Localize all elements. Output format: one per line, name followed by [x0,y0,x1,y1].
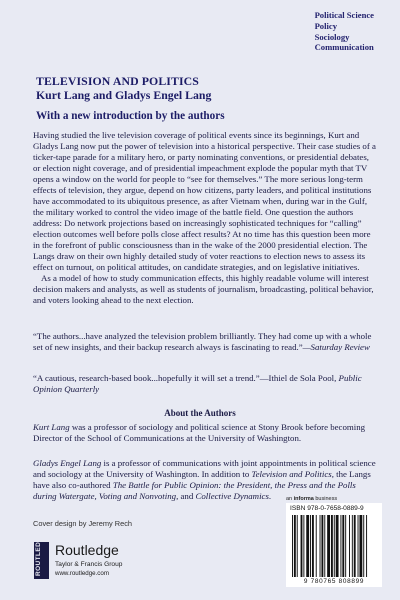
barcode-bar [294,515,296,577]
barcode-bar [363,515,364,577]
logo-lettering: ROUTLEDGE [35,531,42,576]
barcode-bar [354,515,356,577]
subject-item: Communication [314,42,374,53]
bio-text: , the Langs have also co-authored [33,469,371,490]
barcode-bar [303,515,304,577]
barcode-bar [334,515,335,577]
barcode-bar [342,515,344,577]
barcode-bar [336,515,339,577]
book-title: TELEVISION AND POLITICS [36,74,199,88]
quote-source: —Saturday Review [302,342,370,352]
informa-prefix: an [286,496,294,502]
subject-item: Sociology [314,31,350,42]
barcode-bar [349,515,350,577]
barcode-icon [292,515,376,577]
subject-item: Policy [314,20,337,31]
informa-business-note [286,496,337,502]
barcode-bar [292,515,293,577]
barcode-bar [324,515,325,577]
barcode-bar [340,515,341,577]
routledge-logo-icon [34,531,49,579]
review-quote [33,373,378,395]
book-reference: The Battle for Public Opinion: the President, the Press and the Polls during Watergate, Voting and Nonvoting [33,480,356,501]
book-reference: Television and Politics [251,469,332,479]
barcode-bar [352,515,353,577]
barcode-bar [297,515,298,577]
author-name: Kurt Lang [33,422,70,432]
barcode-bar [331,515,333,577]
subject-item: Political Science [314,10,374,20]
description-paragraph: Having studied the live television coverage of political events since its beginnings, Kurt and Gladys Lang now put the power of television into a historical perspective. Their case studies of a ticker-tape parade for a military hero, or party nominating conventions, or presidential debates, or election night coverage, and of presidential impeachment explode the popular myth that TV opens a window on the world for people to “see for themselves.” The more serious long-term effects of television, they argue, depend on how citizens, party leaders, and political institutions have accommodated to its ubiquitous presence, as after Vietnam when, during war in the Gulf, the military worked to control the video image of the battle field. One question the authors address: Do network projections based on increasingly sophisticated techniques for “calling” election outcomes well before polls close affect results? At no time has this question been more in the forefront of public consciousness than in the wake of the 2000 presidential election. The Langs draw on their own highly detailed study of voter reactions to election news to assess its effect on turnout, on political attitudes, on candidate strategies, and on legislative initiatives. [33,130,376,272]
barcode-bar [358,515,359,577]
book-description [33,130,378,306]
barcode-bar [345,515,346,577]
isbn-barcode [286,503,382,587]
author-name: Gladys Engel Lang [33,458,102,468]
publisher-url: www.routledge.com [55,570,109,577]
cover-design-credit: Cover design by Jeremy Rech [33,519,132,528]
author-bio [33,422,378,444]
description-paragraph: As a model of how to study communication effects, this highly readable volume will interest decision makers and analysts, as well as students of journalism, broadcasting, political behavior, and voters looking ahead to the next election. [33,273,374,305]
barcode-bar [301,515,303,577]
barcode-bar [321,515,323,577]
barcode-digits: 9 780765 808899 [303,578,365,585]
barcode-bar [312,515,314,577]
informa-suffix: business [313,496,338,502]
bio-text: . [268,491,272,501]
bio-text: , and [176,491,196,501]
publisher-logo-block [34,531,184,582]
bio-text: is a professor of communications with joint appointments in political science and sociology at the University of Washington. In addition to [33,458,376,479]
barcode-bar [366,515,367,577]
about-authors-heading: About the Authors [164,408,236,418]
informa-brand: informa [293,496,314,502]
barcode-bar [316,515,317,577]
intro-note: With a new introduction by the authors [36,110,225,122]
publisher-group: Taylor & Francis Group [55,561,123,568]
book-reference: Collective Dynamics [195,491,269,501]
book-authors: Kurt Lang and Gladys Engel Lang [36,88,212,102]
isbn-number: ISBN 978-0-7658-0889-9 [290,505,364,512]
quote-source-author: —Ithiel de Sola Pool, [259,373,337,383]
barcode-bar [310,515,311,577]
review-quote [33,331,378,353]
bio-text: was a professor of sociology and political science at Stony Brook before becoming Director of the School of Communications at the University of Washington. [33,422,366,443]
barcode-bar [306,515,309,577]
quote-source-publication: Public Opinion Quarterly [33,373,362,394]
barcode-bar [327,515,330,577]
barcode-bar [320,515,321,577]
subject-categories [315,10,374,53]
quote-text: “The authors...have analyzed the television problem brilliantly. They had come up with a whole set of new insights, and their backup research always is fascinating to read.” [33,331,372,352]
quote-text: “A cautious, research-based book...hopefully it will set a trend.” [33,373,260,383]
title-block [36,74,376,123]
barcode-bar [359,515,362,577]
publisher-name: Routledge [55,542,119,558]
